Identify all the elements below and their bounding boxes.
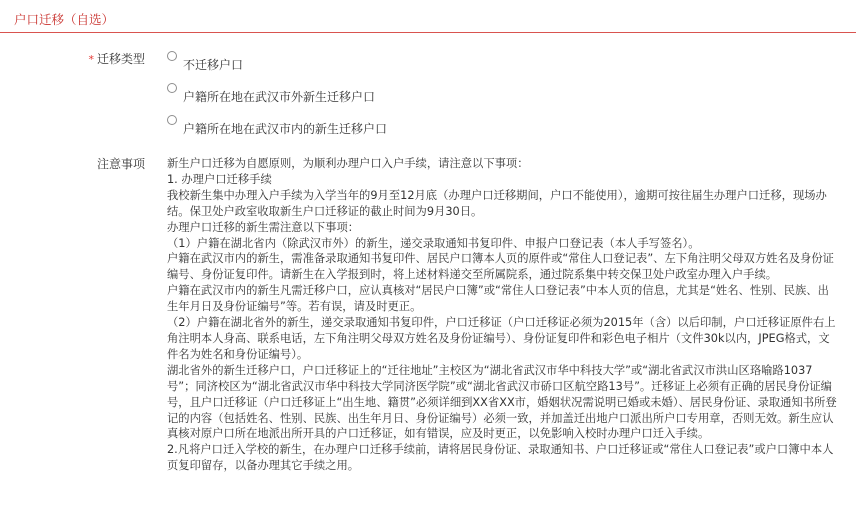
notes-paragraph: （1）户籍在湖北省内（除武汉市外）的新生，递交录取通知书复印件、申报户口登记表（本人手写签名）。 (167, 236, 700, 250)
radio-button[interactable] (167, 83, 177, 93)
radio-option-label[interactable]: 户籍所在地在武汉市内的新生迁移户口 (183, 122, 388, 136)
notes-label: 注意事项 (96, 157, 145, 171)
notes-paragraph: 新生户口迁移为自愿原则，为顺利办理户口入户手续，请注意以下事项： (167, 157, 529, 170)
notes-paragraph: 户籍在武汉市内的新生凡需迁移户口，应认真核对“居民户口簿”或“常住人口登记表”中本人页的信息，尤其是“姓名、性别、民族、出生年月日及身份证编号”等。若有误，请及时更正。 (167, 284, 829, 314)
radio-button[interactable] (167, 115, 177, 125)
required-mark: * (88, 53, 94, 66)
radio-option-label[interactable]: 不迁移户口 (183, 58, 244, 72)
radio-button[interactable] (167, 51, 177, 61)
section-header (0, 0, 856, 33)
notes-paragraph: 2.凡将户口迁入学校的新生，在办理户口迁移手续前，请将居民身份证、录取通知书、户口迁移证或“常住人口登记表”或户口簿中本人页复印留存，以备办理其它手续之用。 (167, 443, 834, 473)
notes-paragraph: 户籍在武汉市内的新生，需准备录取通知书复印件、居民户口簿本人页的原件或“常住人口登记表”、左下角注明父母双方姓名及身份证编号、身份证复印件。请新生在入学报到时，将上述材料递交至所属院系，通过院系集中转交保卫处户政室办理入户手续。 (167, 252, 834, 282)
notes-paragraph: 湖北省外的新生迁移户口，户口迁移证上的“迁往地址”主校区为“湖北省武汉市华中科技大学”或“湖北省武汉市洪山区珞喻路1037号”；同济校区为“湖北省武汉市华中科技大学同济医学院”或“湖北省武汉市硚口区航空路13号”。迁移证上必须有正确的居民身份证编号，且户口迁移证（户口迁移证上“出生地、籍贯”必须详细到XX省XX市，婚姻状况需说明已婚或未婚）、居民身份证、录取通知书所登记的内容（包括姓名、性别、民族、出生年月日、身份证编号）必须一致，并加盖迁出地户口派出所户口专用章，否则无效。新生应认真核对原户口所在地派出所开具的户口迁移证，如有错误，应及时更正，以免影响入校时办理户口迁入手续。 (167, 363, 837, 441)
section-title: 户口迁移（自选） (14, 12, 115, 27)
notes-paragraph: 办理户口迁移的新生需注意以下事项： (167, 220, 360, 234)
transfer-type-label (40, 51, 145, 68)
notes-content (167, 156, 837, 474)
radio-option-label[interactable]: 户籍所在地在武汉市外新生迁移户口 (183, 90, 376, 104)
transfer-type-label-text: 迁移类型 (96, 52, 145, 66)
notes-paragraph: （2）户籍在湖北省外的新生，递交录取通知书复印件，户口迁移证（户口迁移证必须为2015年（含）以后印制，户口迁移证原件右上角注明本人身高、联系电话，左下角注明父母双方姓名及身份证编号）、身份证复印件和彩色电子相片（文件30k以内，JPEG格式，文件名为姓名和身份证编号）。 (167, 316, 836, 361)
notes-paragraph: 我校新生集中办理入户手续为入学当年的9月至12月底（办理户口迁移期间，户口不能使用），逾期可按往届生办理户口迁移，现场办结。保卫处户政室收取新生户口迁移证的截止时间为9月30日。 (167, 188, 827, 218)
notes-paragraph: 1. 办理户口迁移手续 (167, 172, 272, 186)
